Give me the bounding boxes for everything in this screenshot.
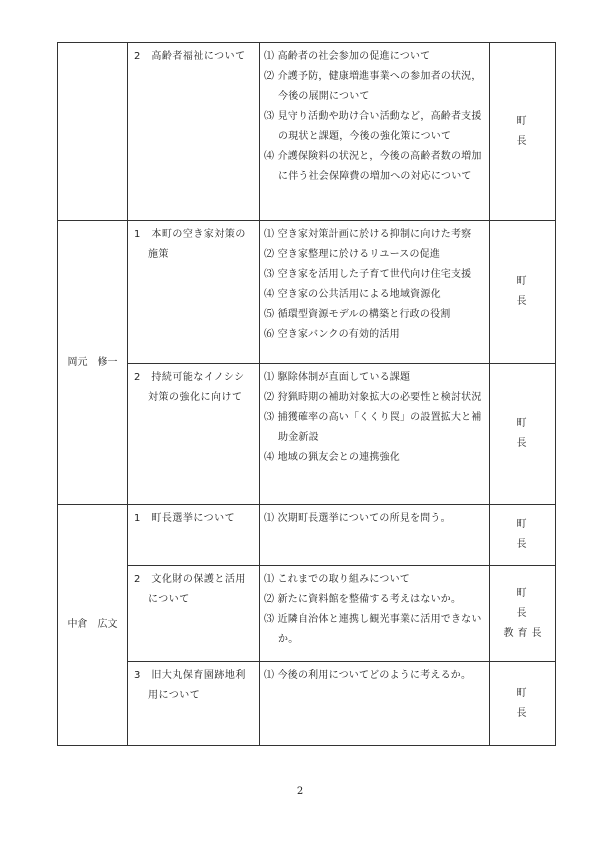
topic-text: 2 持続可能なイノシシ対策の強化に向けて [134, 372, 245, 403]
detail-item: ⑷ 介護保険料の状況と，今後の高齢者数の増加に伴う社会保障費の増加への対応について [264, 151, 482, 182]
answerer-text: 町 長 [516, 687, 561, 719]
detail-item: ⑶ 空き家を活用した子育て世代向け住宅支援 [264, 269, 472, 280]
answerer-text: 町 長 [516, 115, 561, 147]
detail-item: ⑴ 高齢者の社会参加の促進について [264, 51, 431, 62]
table-row [58, 43, 556, 221]
answerer-cell [490, 43, 561, 221]
topic-cell [128, 221, 260, 364]
detail-item: ⑸ 循環型資源モデルの構築と行政の役割 [264, 309, 451, 320]
table-row [58, 566, 556, 662]
page-number: 2 [296, 786, 304, 797]
answerer-cell [490, 505, 561, 566]
detail-item: ⑴ 駆除体制が直面している課題 [264, 372, 411, 383]
table-row [58, 221, 556, 364]
detail-item: ⑹ 空き家バンクの有効的活用 [264, 329, 400, 340]
answerer-cell [490, 662, 561, 746]
detail-item: ⑵ 空き家整理に於けるリユースの促進 [264, 249, 441, 260]
answerer-text: 町 長 [516, 587, 561, 619]
detail-cell [260, 662, 490, 746]
detail-item: ⑷ 空き家の公共活用による地域資源化 [264, 289, 441, 300]
answerer-cell [490, 221, 561, 364]
answerer-text: 町 長 [516, 418, 561, 449]
topic-text: 1 本町の空き家対策の施策 [134, 229, 246, 260]
topic-cell [128, 662, 260, 746]
topic-text: 2 文化財の保護と活用について [134, 574, 246, 605]
questioner-name: 岡元 修一 [58, 221, 128, 505]
detail-cell [260, 505, 490, 566]
detail-cell [260, 566, 490, 662]
table-row [58, 662, 556, 746]
detail-item: ⑶ 近隣自治体と連携し観光事業に活用できないか。 [264, 614, 482, 645]
topic-text: 1 町長選挙について [134, 513, 236, 524]
topic-text: 3 旧大丸保育園跡地利用について [134, 670, 246, 701]
detail-item: ⑵ 狩猟時期の補助対象拡大の必要性と検討状況 [264, 392, 482, 403]
questioner-cell [58, 43, 128, 221]
detail-cell [260, 43, 490, 221]
answerer-cell [490, 566, 561, 662]
detail-cell [260, 364, 490, 505]
answerer-text: 町 長 [516, 519, 561, 550]
detail-item: ⑵ 介護予防，健康増進事業への参加者の状況，今後の展開について [264, 71, 482, 102]
topic-cell [128, 43, 260, 221]
detail-item: ⑶ 見守り活動や助け合い活動など，高齢者支援の現状と課題，今後の強化策について [264, 111, 482, 142]
answerer-text: 教育長 [503, 627, 546, 639]
question-table [57, 42, 561, 746]
topic-cell [128, 505, 260, 566]
detail-item: ⑴ 空き家対策計画に於ける抑制に向けた考察 [264, 229, 472, 240]
detail-item: ⑴ 今後の利用についてどのように考えるか。 [264, 670, 472, 681]
topic-cell [128, 364, 260, 505]
detail-item: ⑷ 地域の猟友会との連携強化 [264, 452, 400, 463]
detail-item: ⑴ これまでの取り組みについて [264, 574, 410, 585]
table-row [58, 505, 556, 566]
questioner-name: 中倉 広文 [58, 505, 128, 746]
detail-item: ⑶ 捕獲確率の高い「くくり罠」の設置拡大と補助金新設 [264, 412, 482, 443]
answerer-cell [490, 364, 561, 505]
answerer-text: 町 長 [516, 276, 561, 307]
topic-cell [128, 566, 260, 662]
detail-cell [260, 221, 490, 364]
topic-text: 2 高齢者福祉について [134, 51, 246, 62]
detail-item: ⑴ 次期町長選挙についての所見を問う。 [264, 513, 451, 524]
table-row [58, 364, 556, 505]
detail-item: ⑵ 新たに資料館を整備する考えはないか。 [264, 594, 462, 605]
